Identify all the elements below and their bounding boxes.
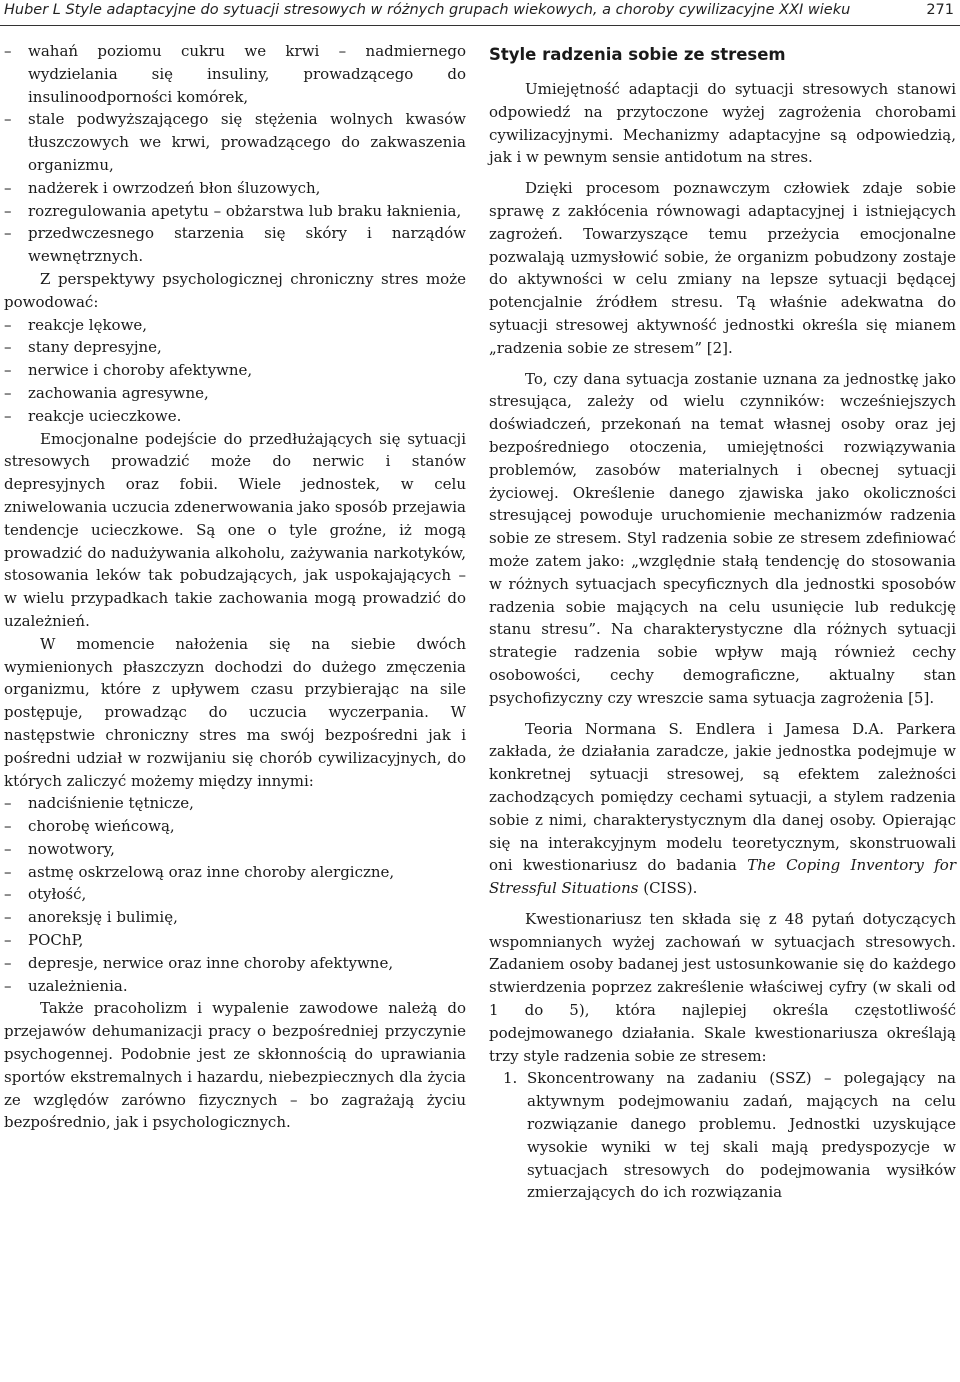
list-item: – reakcje ucieczkowe. bbox=[4, 405, 466, 428]
section-heading: Style radzenia sobie ze stresem bbox=[489, 45, 786, 64]
list-item: – nowotwory, bbox=[4, 838, 466, 861]
paragraph: Także pracoholizm i wypalenie zawodowe należą do przejawów dehumanizacji pracy o bezpośredniej przyczynie psychogennej. Podobnie jest ze skłonnością do uprawiania sportów ekstremalnych i hazardu, niebezpiecznych dla życia ze względów zarówno fizycznych – bo zagrażają życiu bezpośrednio, jak i psychologicznych. bbox=[4, 999, 466, 1132]
paragraph: To, czy dana sytuacja zostanie uznana za jednostkę jako stresująca, zależy od wielu czynników: wcześniejszych doświadczeń, przekonań na temat własnej osoby oraz jej bezpośredniego otoczenia, umiejętności rozwiązywania problemów, zasobów materialnych i obecnej sytuacji życiowej. Określenie danego zjawiska jako okoliczności stresującej powoduje uruchomienie mechanizmów radzenia sobie ze stresem. Styl radzenia sobie ze stresem zdefiniować może zatem jako: „względnie stałą tendencję do stosowania w różnych sytuacjach specyficznych dla jednostki sposobów radzenia sobie mających na celu usunięcie lub redukcję stanu stresu”. Na charakterystyczne dla różnych sytuacji strategie radzenia sobie wpływ mają również cechy osobowości, cechy demograficzne, aktualny stan psychofizyczny czy wreszcie sama sytuacja zagrożenia [5]. bbox=[489, 369, 956, 707]
running-title: Huber L Style adaptacyjne do sytuacji stresowych w różnych grupach wiekowych, a choroby cywilizacyjne XXI wieku bbox=[4, 2, 851, 18]
list-item: – POChP, bbox=[4, 929, 466, 952]
paragraph-gap bbox=[489, 900, 956, 908]
running-header bbox=[0, 0, 960, 26]
paragraph: W momencie nałożenia się na siebie dwóch wymienionych płaszczyzn dochodzi do dużego zmęczenia organizmu, które z upływem czasu przybierając na sile postępuje, prowadząc do uczucia wyczerpania. W następstwie chroniczny stres ma swój bezpośredni jak i pośredni udział w rozwijaniu się chorób cywilizacyjnych, do których zaliczyć możemy między innymi: bbox=[4, 634, 466, 790]
list-item: – stany depresyjne, bbox=[4, 336, 466, 359]
paragraph: Emocjonalne podejście do przedłużających się sytuacji stresowych prowadzić może do nerwic i stanów depresyjnych oraz fobii. Wiele jednostek, w celu zniwelowania uczucia zdenerwowania jako sposób przejawia tendencje ucieczkowe. Są one o tyle groźne, iż mogą prowadzić do nadużywania alkoholu, zażywania narkotyków, stosowania leków tak pobudzających, jak uspokajających – w wielu przypadkach takie zachowania mogą prowadzić do uzależnień. bbox=[4, 429, 466, 630]
list-item: – astmę oskrzelową oraz inne choroby alergiczne, bbox=[4, 861, 466, 884]
list-item: – stale podwyższającego się stężenia wolnych kwasów tłuszczowych we krwi, prowadzącego do zakwaszenia organizmu, bbox=[4, 108, 466, 176]
list-item bbox=[489, 1067, 956, 1204]
list-item: – reakcje lękowe, bbox=[4, 314, 466, 337]
list-item: – nadżerek i owrzodzeń błon śluzowych, bbox=[4, 177, 466, 200]
header-rule bbox=[0, 25, 960, 26]
text-run: Teoria Normana S. Endlera i Jamesa D.A. Parkera zakłada, że działania zaradcze, jakie jednostka podejmuje w konkretnej sytuacji stresowej, są efektem zależności zachodzących pomiędzy cechami sytuacji, a stylem radzenia sobie z nimi, charakterystycznym dla danej osoby. Opierając się na interakcyjnym modelu teoretycznym, skonstruowali oni kwestionariusz do badania bbox=[489, 719, 956, 875]
coping-styles-list bbox=[489, 1067, 956, 1204]
list-item: – depresje, nerwice oraz inne choroby afektywne, bbox=[4, 952, 466, 975]
paragraph-gap bbox=[489, 360, 956, 368]
list-item: – nerwice i choroby afektywne, bbox=[4, 359, 466, 382]
list-item: – przedwczesnego starzenia się skóry i narządów wewnętrznych. bbox=[4, 222, 466, 268]
paragraph: Kwestionariusz ten składa się z 48 pytań dotyczących wspomnianych wyżej zachowań w sytuacjach stresowych. Zadaniem osoby badanej jest ustosunkowanie się do każdego stwierdzenia poprzez zakreślenie właściwej cyfry (w skali od 1 do 5), która najlepiej określa częstotliwość podejmowanego działania. Skale kwestionariusza określają trzy style radzenia sobie ze stresem: bbox=[489, 909, 956, 1065]
paragraph-gap bbox=[489, 710, 956, 718]
psychological-effects-list bbox=[4, 314, 466, 428]
symptom-list bbox=[4, 40, 466, 268]
questionnaire-title: The Coping Inventory for Stressful Situations bbox=[489, 856, 956, 898]
paragraph: Umiejętność adaptacji do sytuacji stresowych stanowi odpowiedź na przytoczone wyżej zagrożenia chorobami cywilizacyjnymi. Mechanizmy adaptacyjne są odpowiedzią, jak i w pewnym sensie antidotum na stres. bbox=[489, 80, 956, 167]
list-item: – wahań poziomu cukru we krwi – nadmiernego wydzielania się insuliny, prowadzącego do insulinoodporności komórek, bbox=[4, 40, 466, 108]
page-number: 271 bbox=[926, 2, 954, 18]
civilization-diseases-list bbox=[4, 792, 466, 997]
left-column bbox=[4, 40, 466, 1134]
item-text: Skoncentrowany na zadaniu (SSZ) – polegający na aktywnym podejmowaniu zadań, mających na celu rozwiązanie danego problemu. Jednostki uzyskujące wysokie wyniki w tej skali mają predyspozycje w sytuacjach stresowych do podejmowania wysiłków zmierzających do ich rozwiązania bbox=[527, 1069, 956, 1202]
text-run: (CISS). bbox=[638, 879, 698, 898]
paragraph bbox=[489, 718, 956, 900]
paragraph: Z perspektywy psychologicznej chroniczny stres może powodować: bbox=[4, 269, 466, 311]
list-item: – zachowania agresywne, bbox=[4, 382, 466, 405]
list-item: – nadciśnienie tętnicze, bbox=[4, 792, 466, 815]
paragraph-gap bbox=[489, 169, 956, 177]
list-item: – chorobę wieńcową, bbox=[4, 815, 466, 838]
list-item: – otyłość, bbox=[4, 883, 466, 906]
list-item: – uzależnienia. bbox=[4, 975, 466, 998]
right-column bbox=[489, 40, 956, 1204]
list-item: – anoreksję i bulimię, bbox=[4, 906, 466, 929]
list-item: – rozregulowania apetytu – obżarstwa lub braku łaknienia, bbox=[4, 200, 466, 223]
paragraph: Dzięki procesom poznawczym człowiek zdaje sobie sprawę z zakłócenia równowagi adaptacyjnej i istniejących zagrożeń. Towarzyszące temu przeżycia emocjonalne pozwalają uzmysłowić sobie, że organizm pobudzony zostaje do aktywności w celu zmiany na lepsze sytuacji będącej potencjalnie źródłem stresu. Tą właśnie adekwatna do sytuacji stresowej aktywność jednostki określa się mianem „radzenia sobie ze stresem” [2]. bbox=[489, 179, 956, 357]
item-number: 1. bbox=[503, 1069, 518, 1088]
